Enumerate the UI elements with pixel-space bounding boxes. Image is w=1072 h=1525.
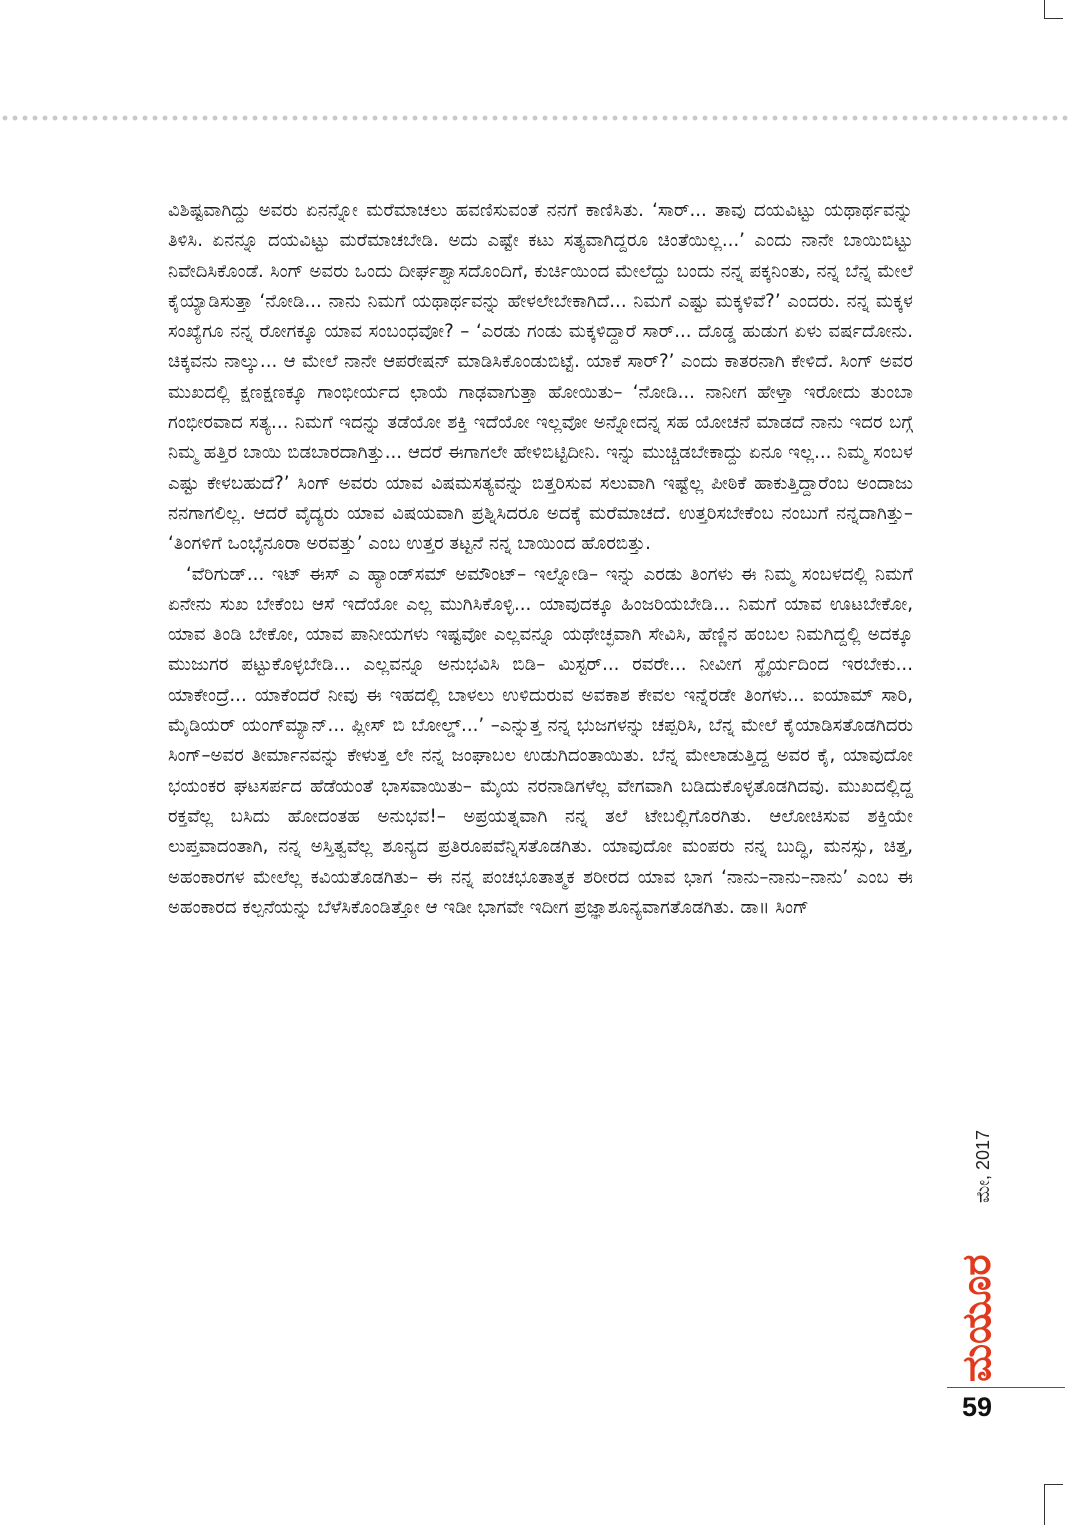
crop-mark-top: [1044, 0, 1063, 19]
article-paragraph: ವಿಶಿಷ್ಟವಾಗಿದ್ದು ಅವರು ಏನನ್ನೋ ಮರೆಮಾಚಲು ಹವಣಿಸುವಂತೆ ನನಗೆ ಕಾಣಿಸಿತು. ‘ಸಾರ್... ತಾವು ದಯವಿಟ್ಟು ಯಥಾರ್ಥವನ್ನು ತಿಳಿಸಿ. ಏನನ್ನೂ ದಯವಿಟ್ಟು ಮರೆಮಾಚಬೇಡಿ. ಅದು ಎಷ್ಟೇ ಕಟು ಸತ್ಯವಾಗಿದ್ದರೂ ಚಿಂತೆಯಿಲ್ಲ...’ ಎಂದು ನಾನೇ ಬಾಯಿಬಿಟ್ಟು ನಿವೇದಿಸಿಕೊಂಡೆ. ಸಿಂಗ್ ಅವರು ಒಂದು ದೀರ್ಘಶ್ವಾಸದೊಂದಿಗೆ, ಕುರ್ಚಿಯಿಂದ ಮೇಲೆದ್ದು ಬಂದು ನನ್ನ ಪಕ್ಕನಿಂತು, ನನ್ನ ಬೆನ್ನ ಮೇಲೆ ಕೈಯ್ಯಾಡಿಸುತ್ತಾ ‘ನೋಡಿ... ನಾನು ನಿಮಗೆ ಯಥಾರ್ಥವನ್ನು ಹೇಳಲೇಬೇಕಾಗಿದೆ... ನಿಮಗೆ ಎಷ್ಟು ಮಕ್ಕಳಿವೆ?’ ಎಂದರು. ನನ್ನ ಮಕ್ಕಳ ಸಂಖ್ಯೆಗೂ ನನ್ನ ರೋಗಕ್ಕೂ ಯಾವ ಸಂಬಂಧವೋ? – ‘ಎರಡು ಗಂಡು ಮಕ್ಕಳಿದ್ದಾರೆ ಸಾರ್... ದೊಡ್ಡ ಹುಡುಗ ಏಳು ವರ್ಷದೋನು. ಚಿಕ್ಕವನು ನಾಲ್ಕು... ಆ ಮೇಲೆ ನಾನೇ ಆಪರೇಷನ್ ಮಾಡಿಸಿಕೊಂಡುಬಿಟ್ಟೆ. ಯಾಕೆ ಸಾರ್?’ ಎಂದು ಕಾತರನಾಗಿ ಕೇಳಿದೆ. ಸಿಂಗ್ ಅವರ ಮುಖದಲ್ಲಿ ಕ್ಷಣಕ್ಷಣಕ್ಕೂ ಗಾಂಭೀರ್ಯದ ಛಾಯೆ ಗಾಢವಾಗುತ್ತಾ ಹೋಯಿತು– ‘ನೋಡಿ... ನಾನೀಗ ಹೇಳ್ತಾ ಇರೋದು ತುಂಬಾ ಗಂಭೀರವಾದ ಸತ್ಯ... ನಿಮಗೆ ಇದನ್ನು ತಡೆಯೋ ಶಕ್ತಿ ಇದೆಯೋ ಇಲ್ಲವೋ ಅನ್ನೋದನ್ನ ಸಹ ಯೋಚನೆ ಮಾಡದೆ ನಾನು ಇದರ ಬಗ್ಗೆ ನಿಮ್ಮ ಹತ್ತಿರ ಬಾಯಿ ಬಿಡಬಾರದಾಗಿತ್ತು... ಆದರೆ ಈಗಾಗಲೇ ಹೇಳಿಬಿಟ್ಟಿದೀನಿ. ಇನ್ನು ಮುಚ್ಚಿಡಬೇಕಾದ್ದು ಏನೂ ಇಲ್ಲ... ನಿಮ್ಮ ಸಂಬಳ ಎಷ್ಟು ಕೇಳಬಹುದೆ?’ ಸಿಂಗ್ ಅವರು ಯಾವ ವಿಷಮಸತ್ಯವನ್ನು ಬಿತ್ತರಿಸುವ ಸಲುವಾಗಿ ಇಷ್ಟೆಲ್ಲ ಪೀಠಿಕೆ ಹಾಕುತ್ತಿದ್ದಾರೆಂಬ ಅಂದಾಜು ನನಗಾಗಲಿಲ್ಲ. ಆದರೆ ವೈದ್ಯರು ಯಾವ ವಿಷಯವಾಗಿ ಪ್ರಶ್ನಿಸಿದರೂ ಅದಕ್ಕೆ ಮರೆಮಾಚದೆ. ಉತ್ತರಿಸಬೇಕೆಂಬ ನಂಬುಗೆ ನನ್ನದಾಗಿತ್ತು– ‘ತಿಂಗಳಿಗೆ ಒಂಭೈನೂರಾ ಅರವತ್ತು’ ಎಂಬ ಉತ್ತರ ತಟ್ಟನೆ ನನ್ನ ಬಾಯಿಂದ ಹೊರಬಿತ್ತು.: [168, 200, 913, 555]
article-paragraph: ‘ವೆರಿಗುಡ್... ಇಟ್ ಈಸ್ ಎ ಹ್ಯಾಂಡ್‌ಸಮ್ ಅಮೌಂಟ್– ಇಲ್ನೋಡಿ– ಇನ್ನು ಎರಡು ತಿಂಗಳು ಈ ನಿಮ್ಮ ಸಂಬಳದಲ್ಲಿ ನಿಮಗೆ ಏನೇನು ಸುಖ ಬೇಕೆಂಬ ಆಸೆ ಇದೆಯೋ ಎಲ್ಲ ಮುಗಿಸಿಕೊಳ್ಳಿ... ಯಾವುದಕ್ಕೂ ಹಿಂಜರಿಯಬೇಡಿ... ನಿಮಗೆ ಯಾವ ಊಟಬೇಕೋ, ಯಾವ ತಿಂಡಿ ಬೇಕೋ, ಯಾವ ಪಾನೀಯಗಳು ಇಷ್ಟವೋ ಎಲ್ಲವನ್ನೂ ಯಥೇಚ್ಛವಾಗಿ ಸೇವಿಸಿ, ಹೆಣ್ಣಿನ ಹಂಬಲ ನಿಮಗಿದ್ದಲ್ಲಿ ಅದಕ್ಕೂ ಮುಜುಗರ ಪಟ್ಟುಕೊಳ್ಳಬೇಡಿ... ಎಲ್ಲವನ್ನೂ ಅನುಭವಿಸಿ ಬಿಡಿ– ಮಿಸ್ಟರ್... ರವರೇ... ನೀವೀಗ ಸ್ಥೈರ್ಯದಿಂದ ಇರಬೇಕು... ಯಾಕೇಂದ್ರೆ... ಯಾಕೆಂದರೆ ನೀವು ಈ ಇಹದಲ್ಲಿ ಬಾಳಲು ಉಳಿದುರುವ ಅವಕಾಶ ಕೇವಲ ಇನ್ನೆರಡೇ ತಿಂಗಳು... ಐಯಾಮ್ ಸಾರಿ, ಮೈಡಿಯರ್ ಯಂಗ್‌ಮ್ಯಾನ್... ಪ್ಲೀಸ್ ಬಿ ಬೋಲ್ಡ್...’ –ಎನ್ನುತ್ತ ನನ್ನ ಭುಜಗಳನ್ನು ಚಪ್ಪರಿಸಿ, ಬೆನ್ನ ಮೇಲೆ ಕೈಯಾಡಿಸತೊಡಗಿದರು ಸಿಂಗ್–ಅವರ ತೀರ್ಮಾನವನ್ನು ಕೇಳುತ್ತ ಲೇ ನನ್ನ ಜಂಘಾಬಲ ಉಡುಗಿದಂತಾಯಿತು. ಬೆನ್ನ ಮೇಲಾಡುತ್ತಿದ್ದ ಅವರ ಕೈ, ಯಾವುದೋ ಭಯಂಕರ ಘಟಸರ್ಪದ ಹೆಡೆಯಂತೆ ಭಾಸವಾಯಿತು– ಮೈಯ ನರನಾಡಿಗಳೆಲ್ಲ ವೇಗವಾಗಿ ಬಡಿದುಕೊಳ್ಳತೊಡಗಿದವು. ಮುಖದಲ್ಲಿದ್ದ ರಕ್ತವೆಲ್ಲ ಬಸಿದು ಹೋದಂತಹ ಅನುಭವ!– ಅಪ್ರಯತ್ನವಾಗಿ ನನ್ನ ತಲೆ ಟೇಬಲ್ಲಿಗೊರಗಿತು. ಆಲೋಚಿಸುವ ಶಕ್ತಿಯೇ ಲುಪ್ತವಾದಂತಾಗಿ, ನನ್ನ ಅಸ್ತಿತ್ವವೆಲ್ಲ ಶೂನ್ಯದ ಪ್ರತಿರೂಪವೆನ್ನಿಸತೊಡಗಿತು. ಯಾವುದೋ ಮಂಪರು ನನ್ನ ಬುದ್ಧಿ, ಮನಸ್ಸು, ಚಿತ್ತ, ಅಹಂಕಾರಗಳ ಮೇಲೆಲ್ಲ ಕವಿಯತೊಡಗಿತು– ಈ ನನ್ನ ಪಂಚಭೂತಾತ್ಮಕ ಶರೀರದ ಯಾವ ಭಾಗ ‘ನಾನು–ನಾನು–ನಾನು’ ಎಂಬ ಈ ಅಹಂಕಾರದ ಕಲ್ಪನೆಯನ್ನು ಬೆಳೆಸಿಕೊಂಡಿತ್ತೋ ಆ ಇಡೀ ಭಾಗವೇ ಇದೀಗ ಪ್ರಜ್ಞಾಶೂನ್ಯವಾಗತೊಡಗಿತು. ಡಾ॥ ಸಿಂಗ್: [168, 563, 913, 918]
crop-mark-bottom: [1044, 1484, 1063, 1525]
page-number: 59: [962, 1392, 993, 1422]
magazine-logo: ಮಯೂರ: [954, 1254, 1000, 1382]
page-number-rule: [947, 1387, 1065, 1388]
dotted-divider: [0, 114, 1072, 122]
issue-date: ಮೇ, 2017: [973, 1130, 993, 1204]
article-body: [168, 196, 913, 923]
